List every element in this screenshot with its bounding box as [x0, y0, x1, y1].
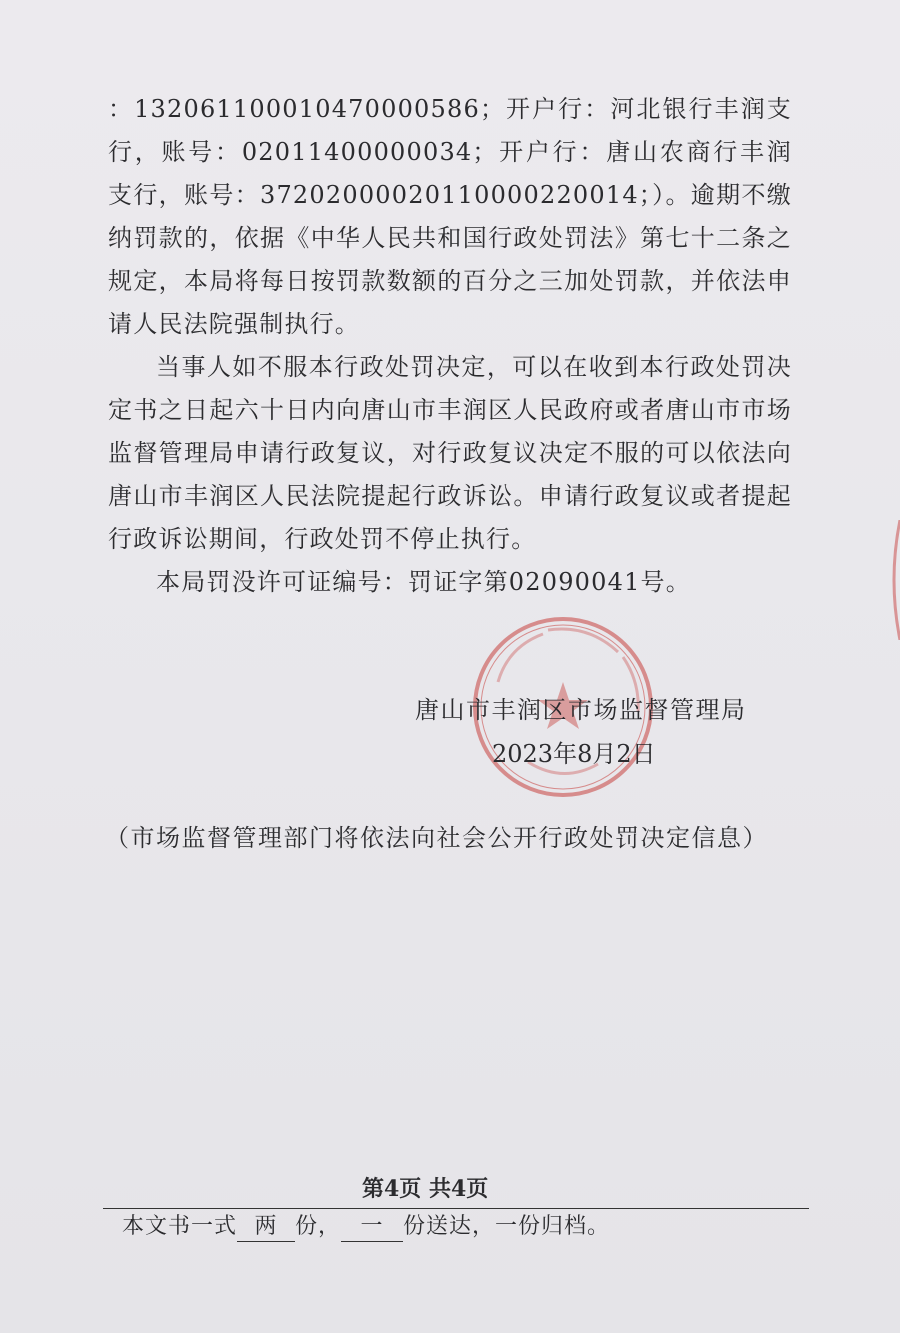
- copies-served-blank: 一: [341, 1213, 403, 1242]
- copies-total-blank: 两: [237, 1213, 295, 1242]
- paragraph-license-number: 本局罚没许可证编号：罚证字第02090041号。: [156, 568, 691, 596]
- paragraph-appeal-rights: 当事人如不服本行政处罚决定，可以在收到本行政处罚决定书之日起六十日内向唐山市丰润区人民政府或者唐山市市场监督管理局申请行政复议，对行政复议决定不服的可以依法向唐山市丰润区人民法院提起行政诉讼。申请行政复议或者提起行政诉讼期间，行政处罚不停止执行。: [108, 353, 792, 553]
- page-number: 第4页 共4页: [362, 1176, 489, 1202]
- paragraph-payment-accounts: ：132061100010470000586；开户行：河北银行丰润支行，账号：02011400000034；开户行：唐山农商行丰润支行，账号：37202000020110000220014；）。逾期不缴纳罚款的，依据《中华人民共和国行政处罚法》第七十二条之规定，本局将每日按罚款数额的百分之三加处罚款，并依法申请人民法院强制执行。: [108, 95, 792, 338]
- document-body: [108, 88, 792, 604]
- issuing-authority: 唐山市丰润区市场监督管理局: [415, 696, 747, 724]
- copies-suffix: 份送达，一份归档。: [403, 1214, 611, 1239]
- disclosure-notice: （市场监督管理部门将依法向社会公开行政处罚决定信息）: [105, 824, 768, 852]
- issue-date: 2023年8月2日: [492, 740, 656, 768]
- copies-prefix: 本文书一式: [122, 1214, 238, 1239]
- adjacent-seal-edge: [886, 520, 900, 640]
- copies-mid: 份，: [295, 1214, 342, 1239]
- copies-statement: [122, 1209, 610, 1242]
